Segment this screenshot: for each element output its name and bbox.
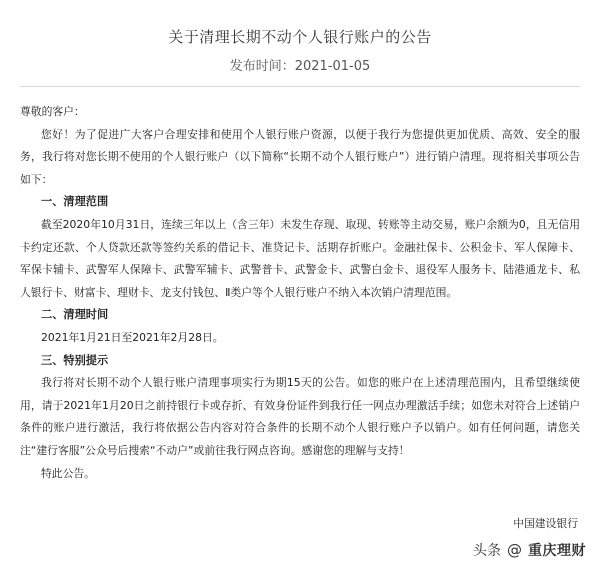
publish-date [20, 55, 580, 74]
section-scope-paragraph: 截至2020年10月31日，连续三年以上（含三年）未发生存现、取现、转账等主动交易，账户余额为0，且无信用卡约定还款、个人贷款还款等签约关系的借记卡、准贷记卡、活期存折账户。金融社保卡、公积金卡、军人保障卡、军保卡辅卡、武警军人保障卡、武警军辅卡、武警普卡、武警金卡、武警白金卡、退役军人服务卡、陆港通龙卡、私人银行卡、财富卡、理财卡、龙支付钱包、Ⅱ类户等个人银行账户不纳入本次销户清理范围。 [20, 217, 580, 299]
notice-title: 关于清理长期不动个人银行账户的公告 [168, 28, 432, 46]
closing-line: 特此公告。 [41, 466, 95, 480]
watermark-at: @ [507, 541, 522, 559]
watermark-prefix: 头条 [473, 543, 501, 559]
intro-paragraph: 您好！为了促进广大客户合理安排和使用个人银行账户资源，以便于我行为您提供更加优质、高效、安全的服务，我行将对您长期不使用的个人银行账户（以下简称“长期不动个人银行账户”）进行销户清理。现将相关事项公告如下： [20, 127, 580, 186]
section-notice-paragraph: 我行将对长期不动个人银行账户清理事项实行为期15天的公告。如您的账户在上述清理范围内，且希望继续使用，请于2021年1月20日之前持银行卡或存折、有效身份证件到我行任一网点办理激活手续；如您未对符合上述销户条件的账户进行激活，我行将依据公告内容对符合条件的长期不动个人银行账户予以销户。如有任何问题，请您关注“建行客服”公众号后搜索“不动户”或前往我行网点咨询。感谢您的理解与支持！ [20, 376, 580, 457]
publish-date-label: 发布时间： [229, 59, 295, 74]
section-scope-heading: 一、清理范围 [41, 195, 109, 209]
bank-signature: 中国建设银行 [513, 517, 578, 530]
source-watermark [473, 540, 586, 560]
salutation: 尊敬的客户： [20, 105, 85, 118]
watermark-handle: 重庆理财 [528, 543, 586, 559]
publish-date-value: 2021-01-05 [294, 59, 371, 74]
section-time-heading: 二、清理时间 [41, 308, 109, 322]
section-time-paragraph: 2021年1月21日至2021年2月28日。 [41, 330, 224, 344]
section-notice-heading: 三、特别提示 [41, 353, 109, 367]
title-divider [20, 86, 580, 87]
notice-content [20, 101, 580, 485]
